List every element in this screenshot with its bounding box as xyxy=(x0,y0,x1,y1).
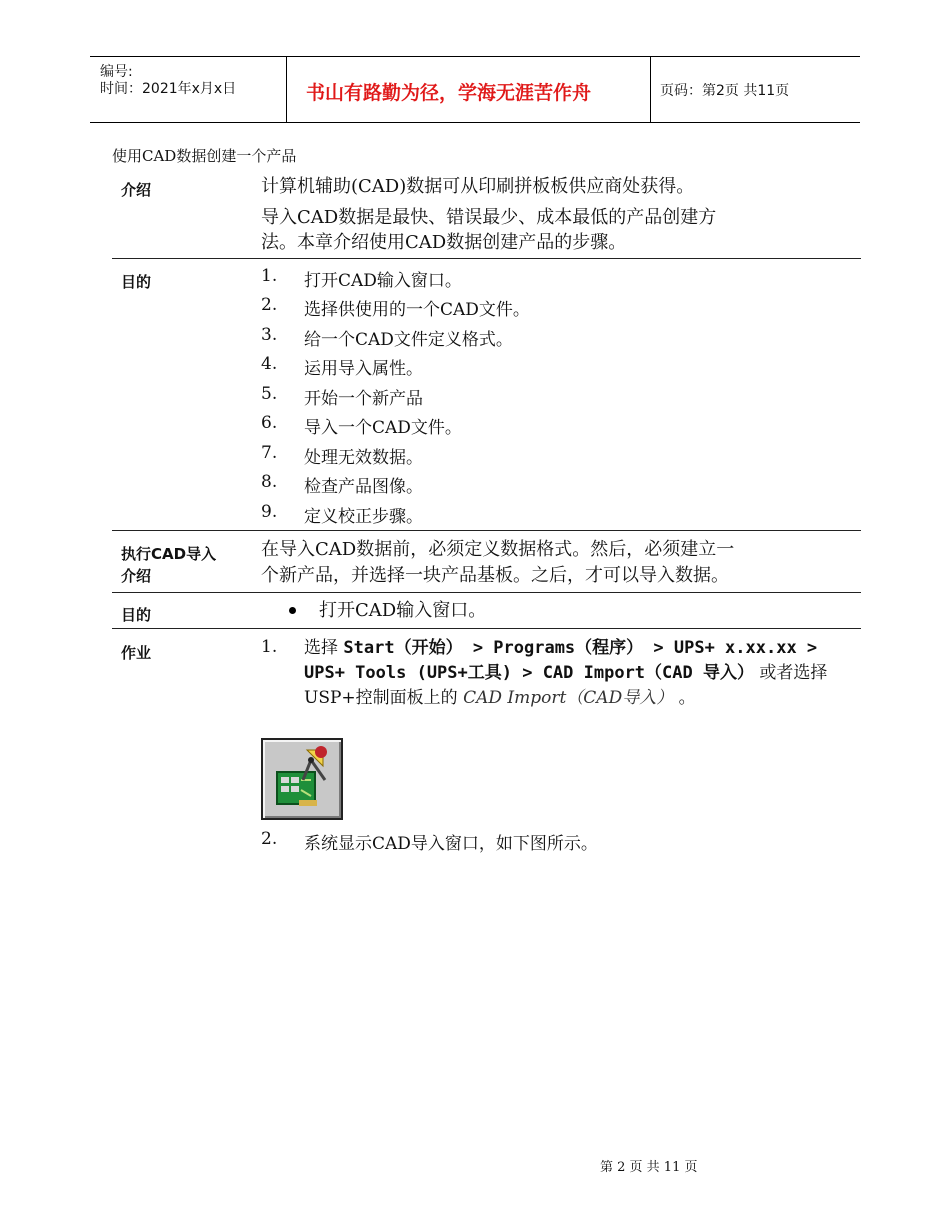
header-divider xyxy=(650,57,651,123)
header-bottom-border xyxy=(90,122,860,123)
list-item-number: 7. xyxy=(261,443,278,463)
bullet-icon xyxy=(289,607,296,614)
section-label-exec xyxy=(121,543,216,587)
list-item-number: 3. xyxy=(261,325,278,345)
step-1-number: 1. xyxy=(261,637,278,657)
list-item: 检查产品图像。 xyxy=(304,477,423,497)
section-label-exec-line-1: 执行CAD导入 xyxy=(121,545,217,563)
step-1-panel-item: CAD Import（CAD导入） xyxy=(463,688,674,708)
exec-paragraph-line-2: 个新产品，并选择一块产品基板。之后，才可以导入数据。 xyxy=(261,565,729,586)
intro-paragraph-2-line-1: 导入CAD数据是最快、错误最少、成本最低的产品创建方 xyxy=(261,207,717,228)
list-item-number: 5. xyxy=(261,384,278,404)
section-label-goal-2: 目的 xyxy=(121,606,152,624)
list-item-number: 8. xyxy=(261,472,278,492)
goal-2-bullet-text: 打开CAD输入窗口。 xyxy=(319,600,487,621)
list-item-number: 4. xyxy=(261,354,278,374)
step-2-number: 2. xyxy=(261,829,278,849)
list-item: 开始一个新产品 xyxy=(304,389,423,409)
exec-paragraph-line-1: 在导入CAD数据前，必须定义数据格式。然后，必须建立一 xyxy=(261,539,735,560)
list-item: 打开CAD输入窗口。 xyxy=(304,271,462,291)
step-1-instruction xyxy=(304,636,854,711)
header-page-label: 页码：第2页 共11页 xyxy=(660,83,790,99)
list-item: 给一个CAD文件定义格式。 xyxy=(304,330,513,350)
step-1-text-a: 选择 xyxy=(304,638,344,658)
page-footer: 第 2 页 共 11 页 xyxy=(600,1160,698,1175)
step-1-menu-path: Start（开始） > Programs（程序） > UPS+ x.xx.xx > UPS+ Tools (UPS+工具) > CAD Import（CAD 导入） xyxy=(304,638,818,683)
list-item-number: 1. xyxy=(261,266,278,286)
header-time-label: 时间：2021年x月x日 xyxy=(100,81,237,97)
section-divider xyxy=(112,258,861,259)
list-item-number: 2. xyxy=(261,295,278,315)
header-number-label: 编号: xyxy=(100,64,133,80)
section-label-task: 作业 xyxy=(121,644,152,662)
list-item: 选择供使用的一个CAD文件。 xyxy=(304,300,530,320)
header-motto: 书山有路勤为径，学海无涯苦作舟 xyxy=(306,82,592,104)
step-1-text-e: 。 xyxy=(673,688,696,708)
step-1-text-c: 或者选择USP+控制面板上的 xyxy=(304,663,828,708)
header-divider xyxy=(286,57,287,123)
section-label-exec-line-2: 介绍 xyxy=(121,567,152,585)
header-top-border xyxy=(90,56,860,57)
step-2-text: 系统显示CAD导入窗口，如下图所示。 xyxy=(304,834,598,854)
section-label-intro: 介绍 xyxy=(121,181,152,199)
intro-paragraph-1: 计算机辅助(CAD)数据可从印刷拼板板供应商处获得。 xyxy=(261,176,695,197)
list-item: 导入一个CAD文件。 xyxy=(304,418,462,438)
section-divider xyxy=(112,628,861,629)
cad-import-icon xyxy=(261,738,343,820)
list-item: 处理无效数据。 xyxy=(304,448,423,468)
section-label-goals: 目的 xyxy=(121,273,152,291)
intro-paragraph-2-line-2: 法。本章介绍使用CAD数据创建产品的步骤。 xyxy=(261,232,627,253)
list-item: 定义校正步骤。 xyxy=(304,507,423,527)
list-item-number: 6. xyxy=(261,413,278,433)
cad-import-icon-graphic xyxy=(263,740,341,818)
section-divider xyxy=(112,592,861,593)
document-title: 使用CAD数据创建一个产品 xyxy=(112,147,297,165)
list-item-number: 9. xyxy=(261,502,278,522)
section-divider xyxy=(112,530,861,531)
list-item: 运用导入属性。 xyxy=(304,359,423,379)
